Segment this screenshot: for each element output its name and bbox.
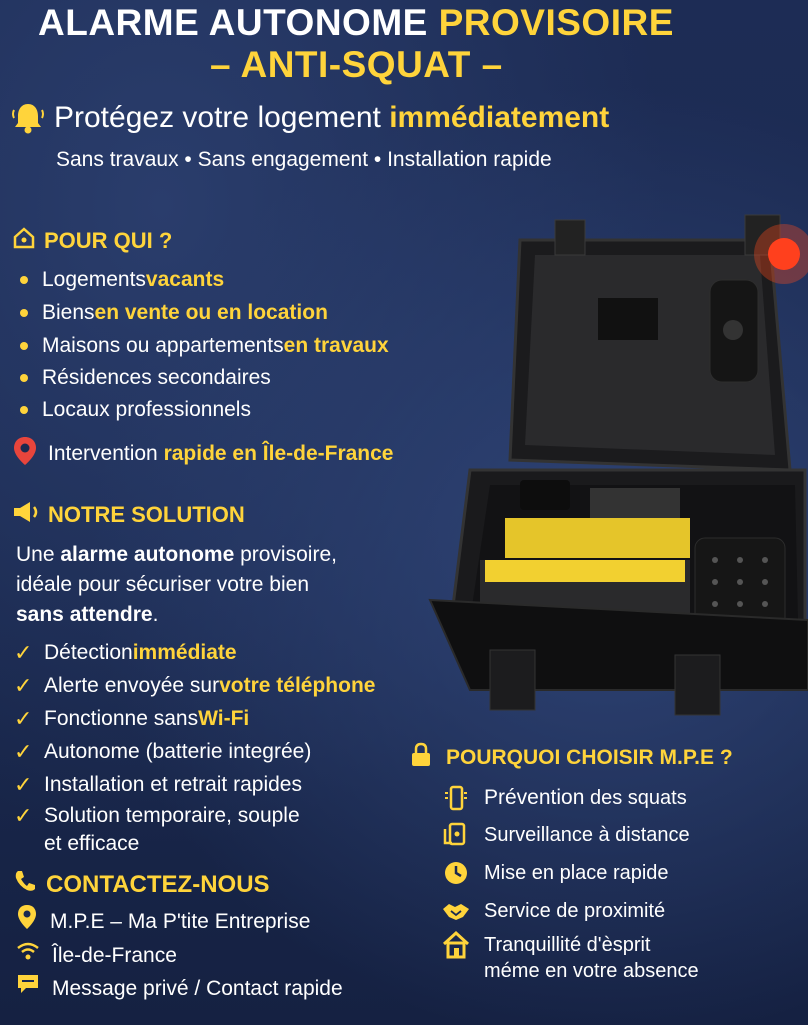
check-text: Installation et retrait rapides <box>44 772 302 796</box>
list-item <box>20 264 389 296</box>
desc-text: provisoire, <box>234 543 337 566</box>
remote-monitor-icon <box>440 820 472 850</box>
list-item <box>20 394 389 426</box>
check-text: Autonome (batterie integrée) <box>44 739 312 763</box>
why-item <box>440 854 699 892</box>
why-text: Prévention <box>484 786 585 809</box>
item-highlight: en vente ou en location <box>94 300 328 324</box>
why-heading <box>410 742 733 774</box>
solution-heading <box>12 500 245 530</box>
check-icon: ✓ <box>14 803 33 828</box>
contact-message: Message privé / Contact rapide <box>52 977 343 1000</box>
check-item <box>14 669 375 702</box>
desc-bold: alarme autonome <box>60 543 235 566</box>
why-text: Surveillance à distance <box>484 823 690 846</box>
contact-message-row <box>16 972 343 1006</box>
location-pin-icon <box>16 904 38 940</box>
contact-region: Île-de-France <box>52 944 177 967</box>
item-text: Résidences secondaires <box>42 366 271 389</box>
contact-heading <box>12 868 270 901</box>
contact-title: CONTACTEZ-NOUS <box>46 870 270 898</box>
why-item <box>440 780 699 816</box>
why-item <box>440 930 699 960</box>
intervention-line <box>12 435 393 473</box>
contact-company: M.P.E – Ma P'tite Entreprise <box>50 910 311 933</box>
check-icon: ✓ <box>14 705 33 731</box>
check-text: Détection <box>44 640 133 664</box>
solution-description <box>16 540 337 630</box>
phone-alert-icon <box>440 783 472 813</box>
item-text: Logements <box>42 268 146 291</box>
house-key-icon <box>12 226 36 256</box>
desc-line2: idéale pour sécuriser votre bien <box>16 573 309 596</box>
tagline-highlight: immédiatement <box>389 101 610 134</box>
check-item <box>14 735 375 768</box>
check-highlight: Wi-Fi <box>198 706 250 730</box>
wifi-icon <box>16 940 40 972</box>
item-text: Maisons ou appartements <box>42 333 284 357</box>
bullet-dot <box>20 374 28 382</box>
contact-company-row <box>16 904 343 940</box>
check-item <box>14 801 375 831</box>
check-highlight: votre téléphone <box>219 673 376 697</box>
check-icon: ✓ <box>14 639 33 665</box>
title-part-yellow: PROVISOIRE <box>438 2 674 43</box>
tagline-text: Protégez votre logement <box>54 101 390 134</box>
check-item-continuation <box>14 831 375 857</box>
item-highlight: en travaux <box>283 333 389 357</box>
clock-icon <box>440 858 472 888</box>
tagline <box>10 100 609 136</box>
home-icon <box>440 930 472 960</box>
intervention-text: Intervention <box>48 442 164 465</box>
desc-text: Une <box>16 543 61 566</box>
solution-checklist <box>14 636 375 857</box>
desc-bold: sans attendre <box>16 603 153 626</box>
contact-region-row <box>16 940 343 972</box>
why-text: Tranquillité d'èsprit <box>484 933 651 956</box>
list-item <box>20 362 389 394</box>
bullet-dot <box>20 406 28 414</box>
list-item <box>20 296 389 329</box>
why-text: Mise en place rapide <box>484 861 669 884</box>
contact-details <box>16 904 343 1006</box>
bullet-dot <box>20 342 28 350</box>
title-line2: – ANTI-SQUAT – <box>210 44 503 85</box>
main-title <box>38 2 674 44</box>
title-part-white: ALARME AUTONOME <box>38 2 439 43</box>
check-icon: ✓ <box>14 771 33 797</box>
location-pin-icon <box>12 435 38 473</box>
check-text: et efficace <box>44 832 140 855</box>
why-item <box>440 816 699 854</box>
desc-text: . <box>152 603 159 626</box>
pour-qui-title: POUR QUI ? <box>44 228 173 253</box>
list-item <box>20 329 389 362</box>
why-item <box>440 892 699 930</box>
subline: Sans travaux • Sans engagement • Installation rapide <box>56 148 552 171</box>
why-text-rest: des squats <box>584 787 687 809</box>
check-icon: ✓ <box>14 738 33 764</box>
check-highlight: immédiate <box>132 640 237 664</box>
bullet-dot <box>20 309 28 317</box>
bell-icon <box>10 100 46 136</box>
solution-title: NOTRE SOLUTION <box>48 502 245 527</box>
pour-qui-heading <box>12 226 172 256</box>
why-text: Service de proximité <box>484 899 666 922</box>
why-list <box>440 780 699 983</box>
handshake-icon <box>440 896 472 926</box>
pour-qui-list <box>20 264 389 426</box>
check-text: Alerte envoyée sur <box>44 673 220 697</box>
phone-icon <box>12 868 38 901</box>
bullet-dot <box>20 276 28 284</box>
chat-bubble-icon <box>16 972 40 1006</box>
check-text: Solution temporaire, souple <box>44 804 300 827</box>
check-text: Fonctionne sans <box>44 706 199 730</box>
item-highlight: vacants <box>145 268 225 291</box>
lock-icon <box>410 742 432 774</box>
alarm-case-image <box>410 200 808 740</box>
item-text: Locaux professionnels <box>42 398 251 421</box>
intervention-highlight: rapide en Île-de-France <box>163 442 394 465</box>
check-item <box>14 702 375 735</box>
check-item <box>14 768 375 801</box>
why-title: POURQUOI CHOISIR M.P.E ? <box>446 746 733 769</box>
check-item <box>14 636 375 669</box>
megaphone-icon <box>12 500 40 530</box>
item-text: Biens <box>42 300 95 324</box>
check-icon: ✓ <box>14 672 33 698</box>
why-item-continuation: méme en votre absence <box>484 960 699 982</box>
